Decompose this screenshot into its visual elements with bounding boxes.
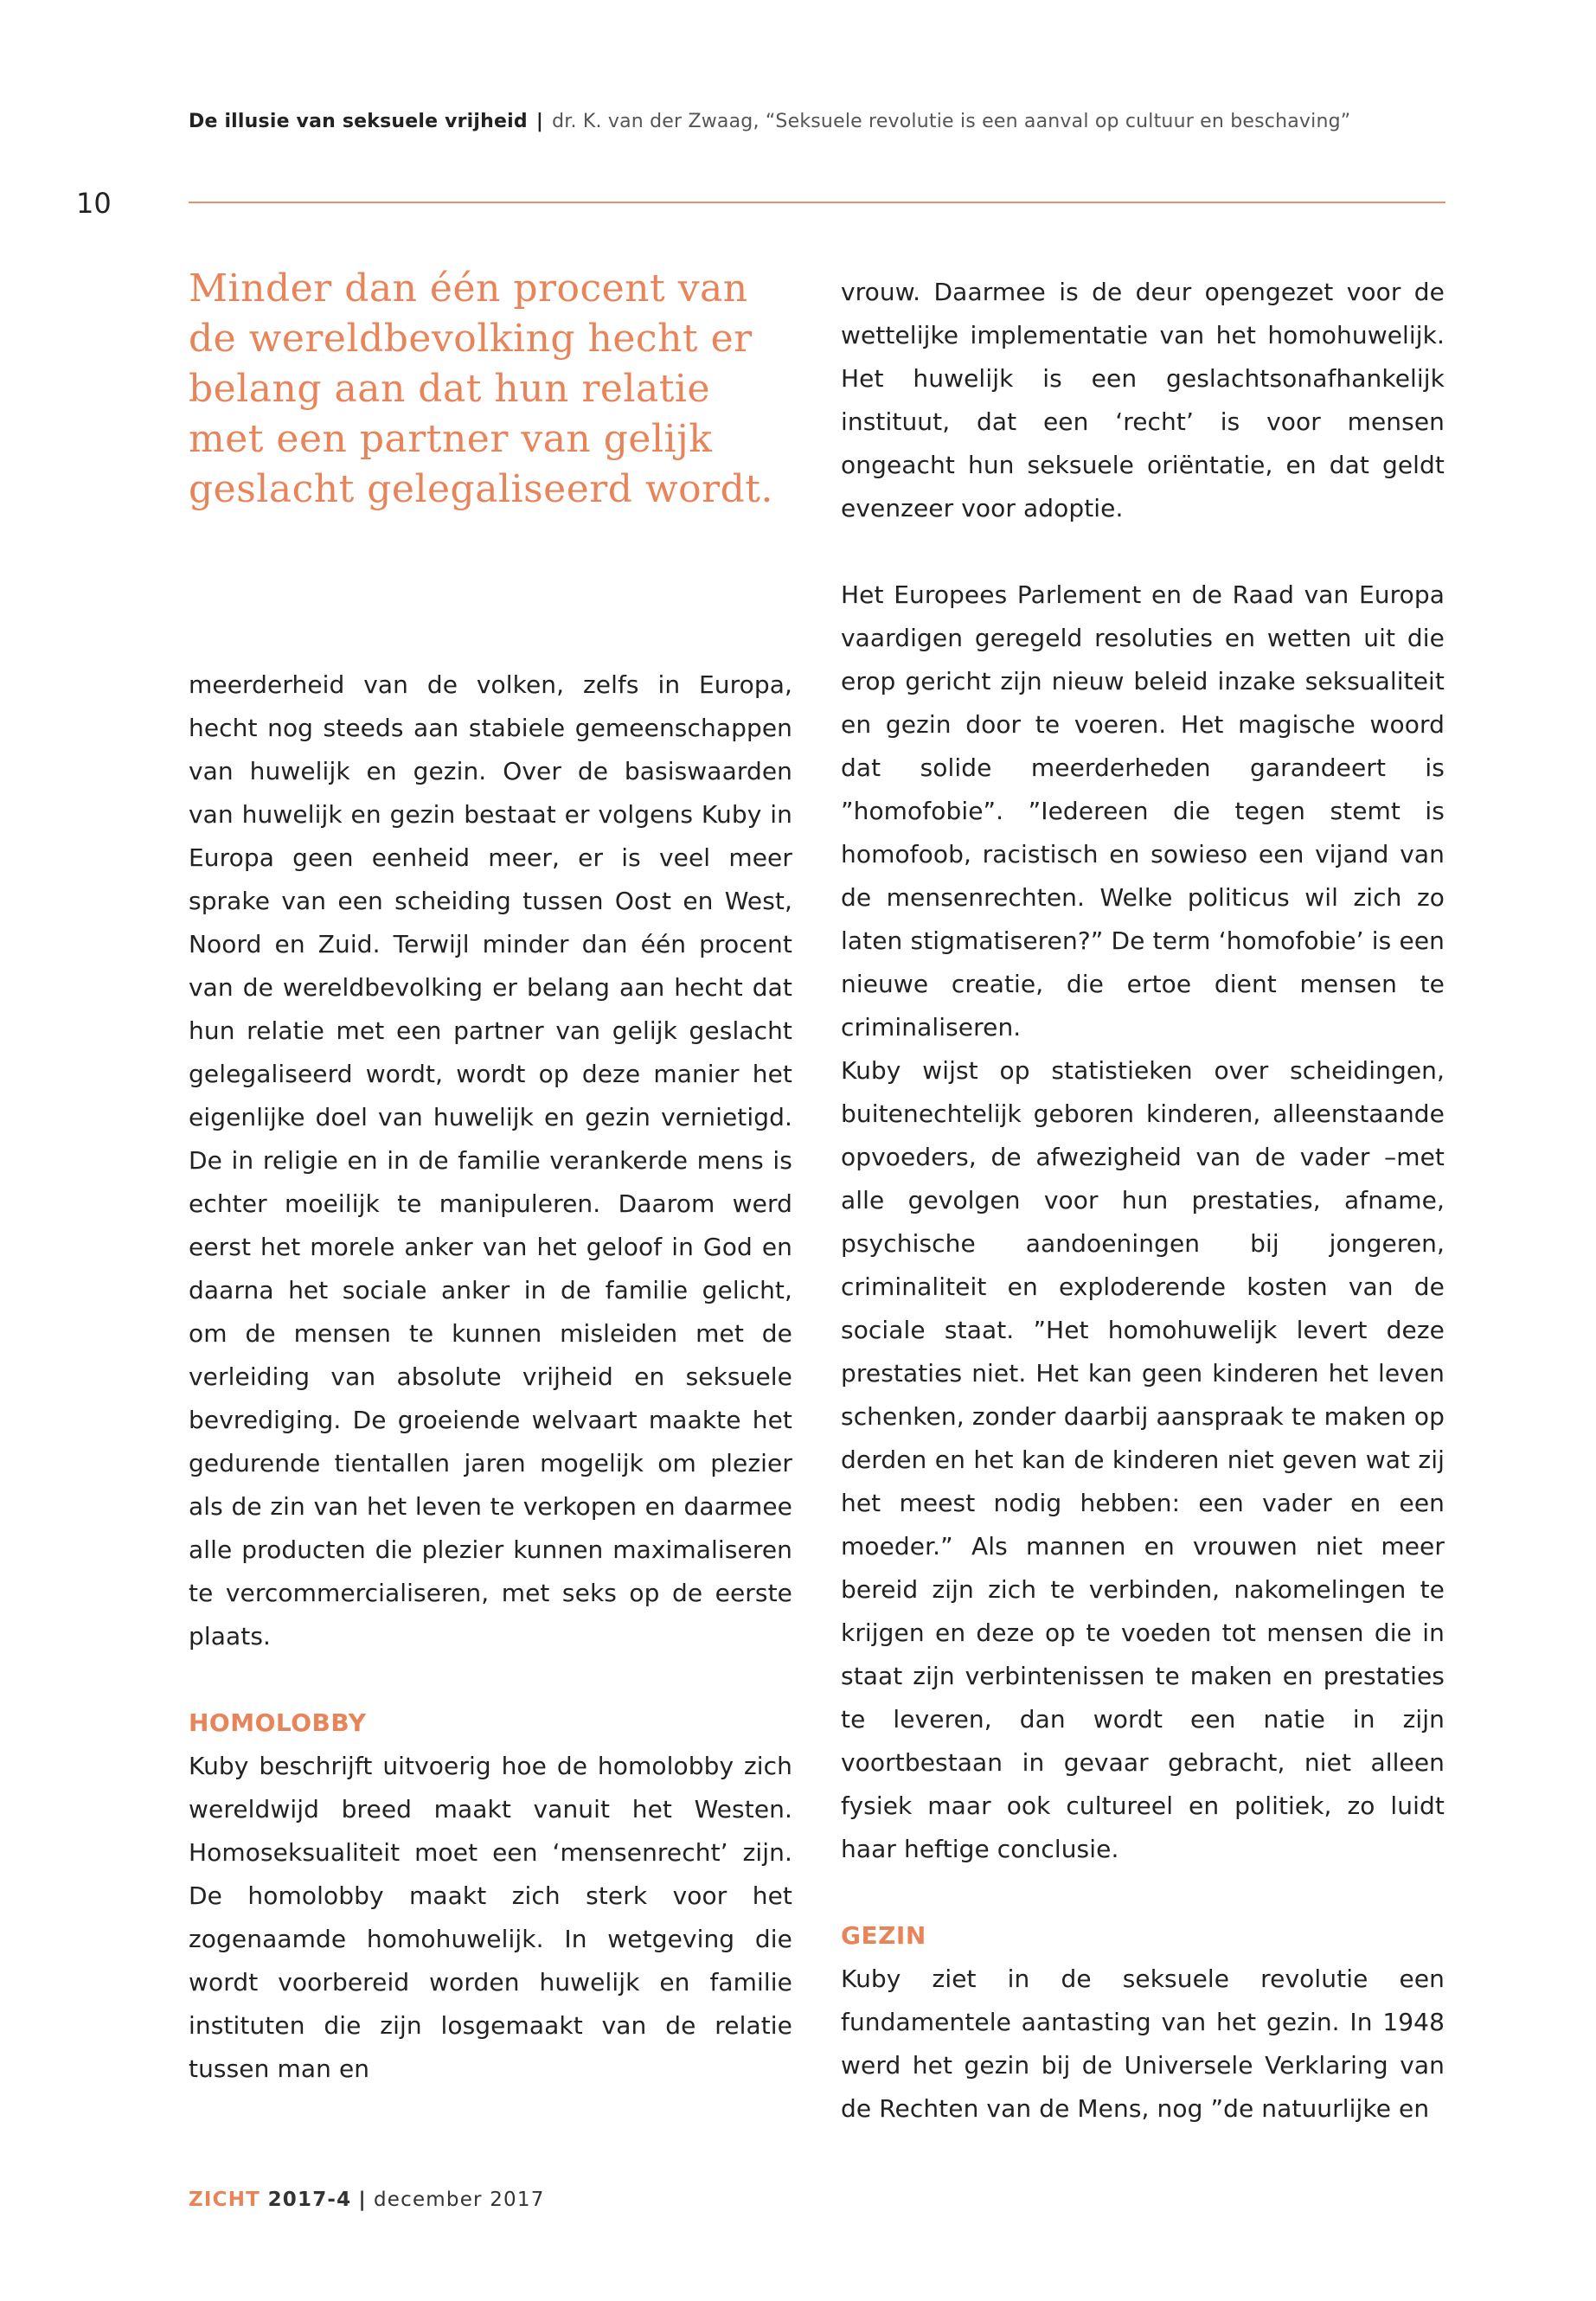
right-column	[841, 271, 1445, 2131]
footer-separator: |	[358, 2189, 367, 2211]
header-title: De illusie van seksuele vrijheid	[189, 111, 528, 132]
right-paragraph: Kuby wijst op statistieken over scheidingen, buitenechtelijk geboren kinderen, alleenstaande opvoeders, de afwezigheid van de vader –met alle gevolgen voor hun prestaties, afname, psychische aandoeningen bij jongeren, criminaliteit en exploderende kosten van de sociale staat. ”Het homohuwelijk levert deze prestaties niet. Het kan geen kinderen het leven schenken, zonder daarbij aanspraak te maken op derden en het kan de kinderen niet geven wat zij het meest nodig hebben: een vader en een moeder.” Als mannen en vrouwen niet meer bereid zijn zich te verbinden, nakomelingen te krijgen en deze op te voeden tot mensen die in staat zijn verbintenissen te maken en prestaties te leveren, dan wordt een natie in zijn voortbestaan in gevaar gebracht, niet alleen fysiek maar ook cultureel en politiek, zo luidt haar heftige conclusie.	[841, 1056, 1445, 1863]
running-header	[189, 111, 1452, 132]
left-paragraph: meerderheid van de volken, zelfs in Europa, hecht nog steeds aan stabiele gemeenschappen van huwelijk en gezin. Over de basiswaarden van huwelijk en gezin bestaat er volgens Kuby in Europa geen eenheid meer, er is veel meer sprake van een scheiding tussen Oost en West, Noord en Zuid. Terwijl minder dan één procent van de wereldbevolking er belang aan hecht dat hun relatie met een partner van gelijk geslacht gelegaliseerd wordt, wordt op deze manier het eigenlijke doel van huwelijk en gezin vernietigd. De in religie en in de familie verankerde mens is echter moeilijk te manipuleren. Daarom werd eerst het morele anker van het geloof in God en daarna het sociale anker in de familie gelicht, om de mensen te kunnen misleiden met de verleiding van absolute vrijheid en seksuele bevrediging. De groeiende welvaart maakte het gedurende tientallen jaren mogelijk om plezier als de zin van het leven te verkopen en daarmee alle producten die plezier kunnen maximaliseren te vercommercialiseren, met seks op de eerste plaats.	[189, 670, 792, 1650]
pull-quote: Minder dan één procent van de wereldbevolking hecht er belang aan dat hun relatie met een partner van gelijk geslacht gelegaliseerd wordt.	[189, 266, 773, 511]
header-subtitle: dr. K. van der Zwaag, “Seksuele revolutie is een aanval op cultuur en beschaving”	[552, 111, 1351, 132]
footer-brand: ZICHT	[189, 2189, 261, 2211]
page-number: 10	[76, 187, 112, 220]
section-heading-gezin: GEZIN	[841, 1921, 926, 1950]
footer-date: december 2017	[373, 2189, 545, 2211]
right-paragraph: Het Europees Parlement en de Raad van Europa vaardigen geregeld resoluties en wetten uit die erop gericht zijn nieuw beleid inzake seksualiteit en gezin door te voeren. Het magische woord dat solide meerderheden garandeert is ”homofobie”. ”Iedereen die tegen stemt is homofoob, racistisch en sowieso een vijand van de mensenrechten. Welke politicus wil zich zo laten stigmatiseren?” De term ‘homofobie’ is een nieuwe creatie, die ertoe dient mensen te criminaliseren.	[841, 580, 1445, 1042]
left-paragraph: Kuby beschrijft uitvoerig hoe de homolobby zich wereldwijd breed maakt vanuit het Westen. Homoseksualiteit moet een ‘mensenrecht’ zijn. De homolobby maakt zich sterk voor het zogenaamde homohuwelijk. In wetgeving die wordt voorbereid worden huwelijk en familie instituten die zijn losgemaakt van de relatie tussen man en	[189, 1752, 792, 2083]
header-rule	[189, 202, 1445, 203]
section-heading-homolobby: HOMOLOBBY	[189, 1708, 367, 1737]
footer-issue: 2017-4	[267, 2189, 352, 2211]
right-paragraph: vrouw. Daarmee is de deur opengezet voor de wettelijke implementatie van het homohuwelijk. Het huwelijk is een geslachtsonafhankelijk instituut, dat een ‘recht’ is voor mensen ongeacht hun seksuele oriëntatie, en dat geldt evenzeer voor adoptie.	[841, 278, 1445, 522]
header-separator: |	[535, 111, 544, 132]
footer	[189, 2189, 545, 2211]
left-column	[189, 663, 792, 2091]
right-paragraph: Kuby ziet in de seksuele revolutie een fundamentele aantasting van het gezin. In 1948 werd het gezin bij de Universele Verklaring van de Rechten van de Mens, nog ”de natuurlijke en	[841, 1965, 1445, 2123]
